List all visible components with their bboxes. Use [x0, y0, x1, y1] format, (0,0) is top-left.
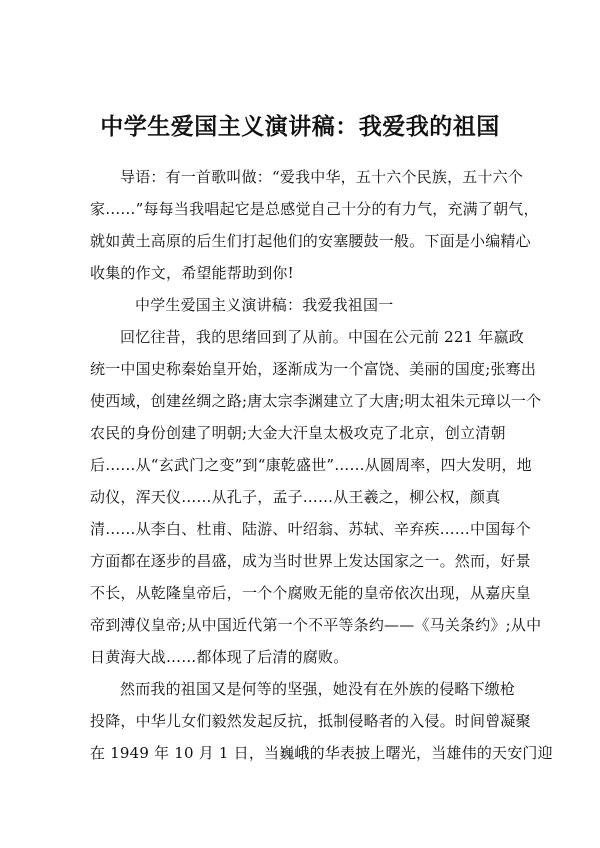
- paragraph-line: 投降，中华儿女们毅然发起反抗，抵制侵略者的入侵。时间曾凝聚: [90, 712, 531, 730]
- paragraph-line: 使西域，创建丝绸之路;唐太宗李渊建立了大唐;明太祖朱元璋以一个: [90, 392, 542, 410]
- paragraph-line: 动仪，浑天仪……从孔子，孟子……从王羲之，柳公权，颜真: [90, 488, 501, 506]
- intro-line-1: 导语：有一首歌叫做：“爱我中华，五十六个民族，五十六个: [120, 168, 524, 186]
- paragraph-line: 回忆往昔，我的思绪回到了从前。中国在公元前 221 年嬴政: [120, 328, 524, 346]
- paragraph-line: 帝到溥仪皇帝;从中国近代第一个不平等条约——《马关条约》;从中: [90, 616, 542, 634]
- paragraph-line: 不长，从乾隆皇帝后，一个个腐败无能的皇帝依次出现，从嘉庆皇: [90, 584, 531, 602]
- intro-line-4: 收集的作文，希望能帮助到你!: [90, 264, 294, 282]
- intro-line-3: 就如黄土高原的后生们打起他们的安塞腰鼓一般。下面是小编精心: [90, 232, 531, 250]
- page-title: 中学生爱国主义演讲稿：我爱我的祖国: [100, 113, 500, 140]
- paragraph-line: 日黄海大战……都体现了后清的腐败。: [90, 648, 349, 666]
- paragraph-line: 在 1949 年 10 月 1 日，当巍峨的华表披上曙光，当雄伟的天安门迎: [90, 744, 553, 762]
- section-heading: 中学生爱国主义演讲稿：我爱我祖国一: [135, 296, 394, 314]
- paragraph-line: 农民的身份创建了明朝;大金大汗皇太极攻克了北京，创立清朝: [90, 424, 506, 442]
- paragraph-line: 统一中国史称秦始皇开始，逐渐成为一个富饶、美丽的国度;张骞出: [90, 360, 537, 378]
- paragraph-line: 后……从“玄武门之变”到“康乾盛世”……从圆周率，四大发明，地: [90, 456, 532, 474]
- paragraph-line: 清……从李白、杜甫、陆游、叶绍翁、苏轼、辛弃疾……中国每个: [90, 520, 531, 538]
- intro-line-2: 家……”每每当我唱起它是总感觉自己十分的有力气，充满了朝气，: [90, 200, 539, 218]
- paragraph-line: 方面都在逐步的昌盛，成为当时世界上发达国家之一。然而，好景: [90, 552, 531, 570]
- paragraph-line: 然而我的祖国又是何等的坚强，她没有在外族的侵略下缴枪: [120, 680, 516, 698]
